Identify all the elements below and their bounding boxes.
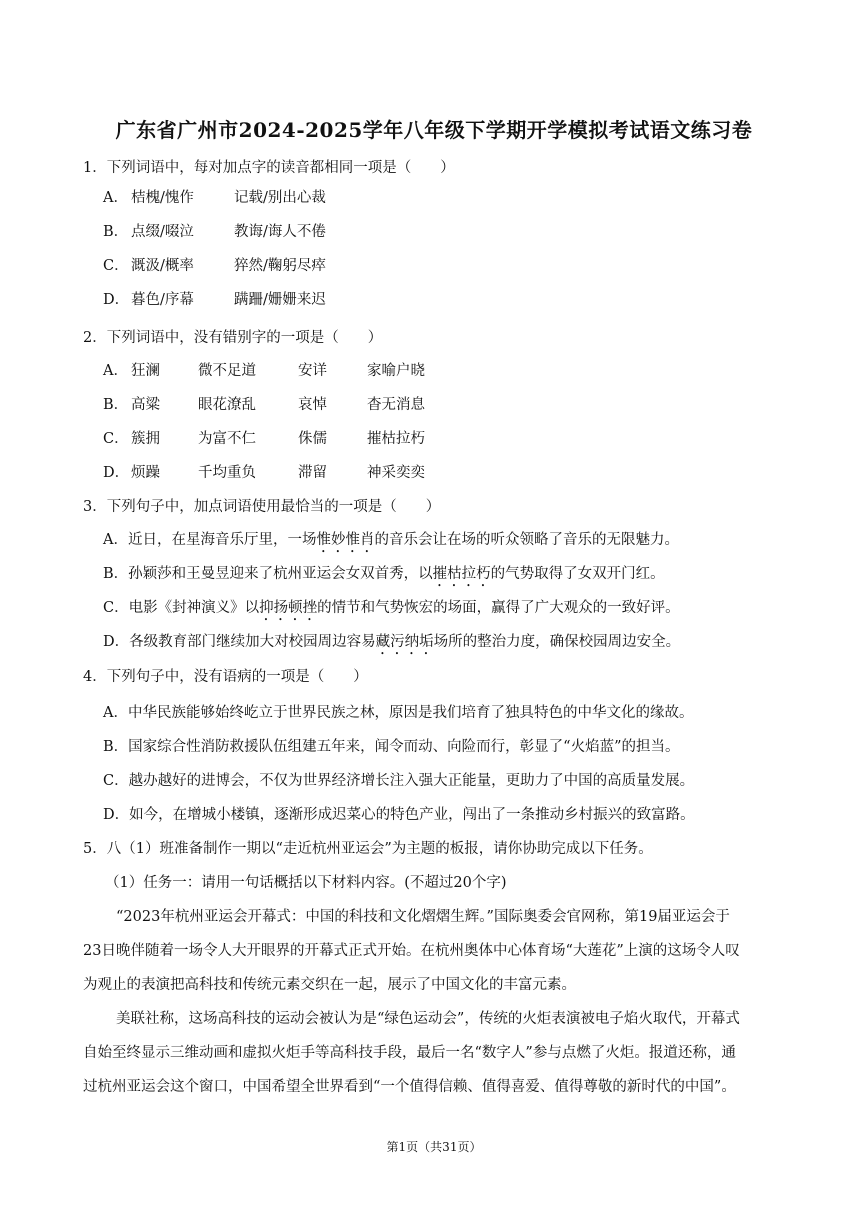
option-text: 越办越好的进博会，不仅为世界经济增长注入强大正能量，更助力了中国的高质量发展。 [128,773,695,789]
option-word: 安详 [298,363,327,379]
sentence-post: 的气势取得了女双开门红。 [490,566,665,582]
sentence-post: 场所的整治力度，确保校园周边安全。 [433,634,681,650]
option-label: A． [103,190,128,206]
q1-option-a [103,188,326,208]
option-label: B． [103,739,129,755]
option-label: C． [103,600,129,616]
q2-option-d [103,463,425,483]
q4-option-d [103,805,695,825]
q3-option-b [103,564,665,590]
sentence-pre: 孙颖莎和王曼昱迎来了杭州亚运会女双首秀，以 [128,566,433,582]
sentence-pre: 近日，在星海音乐厅里，一场 [127,532,317,548]
q1-option-b [103,222,326,242]
q4-option-b [103,737,679,757]
material-paragraph-2-line-3: 过杭州亚运会这个窗口，中国希望全世界看到“一个值得信赖、值得喜爱、值得尊敬的新时代的中国”。 [83,1079,736,1095]
material-paragraph-2-line-2: 自始至终显示三维动画和虚拟火炬手等高科技手段，最后一名“数字人”参与点燃了火炬。报道还称，通 [83,1045,736,1061]
option-word: 烦躁 [131,465,160,481]
question-5-stem: 5．八（1）班准备制作一期以“走近杭州亚运会”为主题的板报，请你协助完成以下任务。 [83,841,653,857]
question-4-stem: 4．下列句子中，没有语病的一项是（ ） [83,669,368,685]
q1-option-c [103,256,326,276]
option-label: D． [103,465,130,481]
question-1-stem: 1．下列词语中，每对加点字的读音都相同一项是（ ） [83,160,455,176]
option-word: 摧枯拉朽 [367,431,425,447]
dotted-phrase: 惟妙惟肖 [316,532,375,548]
option-word: 哀悼 [298,397,327,413]
material-paragraph-2-line-1: 美联社称，这场高科技的运动会被认为是“绿色运动会”，传统的火炬表演被电子焰火取代，开幕式 [116,1011,740,1027]
option-word: 狂澜 [131,363,160,379]
option-word-a: 点缀/啜泣 [131,224,194,240]
option-word-a: 溉汲/概率 [131,258,194,274]
question-3-stem: 3．下列句子中，加点词语使用最恰当的一项是（ ） [83,499,441,515]
option-word: 为富不仁 [198,431,256,447]
option-label: D． [103,292,130,308]
sentence-pre: 各级教育部门继续加大对校园周边容易 [129,634,376,650]
q3-option-a [103,530,679,556]
q3-option-d [103,632,680,658]
q2-option-b [103,395,425,415]
option-label: D． [103,807,130,823]
dotted-phrase: 藏污纳垢 [375,634,434,650]
option-text: 如今，在增城小楼镇，逐渐形成迟菜心的特色产业，闯出了一条推动乡村振兴的致富路。 [129,807,695,823]
option-word: 簇拥 [131,431,160,447]
option-word-a: 桔槐/愧作 [131,190,194,206]
option-word: 家喻户晓 [367,363,425,379]
sentence-post: 的音乐会让在场的听众领略了音乐的无限魅力。 [374,532,679,548]
dotted-phrase: 抑扬顿挫 [259,600,318,616]
option-word-a: 暮色/序幕 [131,292,194,308]
option-word-b: 猝然/鞠躬尽瘁 [234,258,326,274]
option-word: 侏儒 [298,431,327,447]
page-number: 第1页（共31页） [386,1140,482,1154]
dotted-phrase: 摧枯拉朽 [432,566,491,582]
material-paragraph-1-line-2: 23日晚伴随着一场令人大开眼界的开幕式正式开始。在杭州奥体中心体育场“大莲花”上演的这场令人叹 [83,943,740,959]
question-2-stem: 2．下列词语中，没有错别字的一项是（ ） [83,330,383,346]
option-label: D． [103,634,130,650]
option-word: 千均重负 [198,465,256,481]
q3-option-c [103,598,680,624]
option-word: 微不足道 [198,363,256,379]
sentence-pre: 电影《封神演义》以 [128,600,260,616]
option-word-b: 教诲/诲人不倦 [234,224,326,240]
option-word: 眼花潦乱 [198,397,256,413]
option-text: 中华民族能够始终屹立于世界民族之林，原因是我们培育了独具特色的中华文化的缘故。 [127,705,694,721]
option-label: B． [103,397,129,413]
q1-option-d [103,290,326,310]
task-1-prompt: （1）任务一：请用一句话概括以下材料内容。(不超过20个字) [105,875,507,891]
option-word-b: 记载/别出心裁 [234,190,326,206]
option-word: 高粱 [131,397,160,413]
option-label: A． [103,532,128,548]
option-label: A． [103,363,128,379]
option-word: 滞留 [298,465,327,481]
option-label: A． [103,705,128,721]
q2-option-a [103,361,425,381]
option-label: C． [103,431,129,447]
option-word: 神采奕奕 [367,465,425,481]
sentence-post: 的情节和气势恢宏的场面，赢得了广大观众的一致好评。 [317,600,680,616]
q4-option-c [103,771,694,791]
option-label: B． [103,566,129,582]
material-paragraph-1-line-3: 为观止的表演把高科技和传统元素交织在一起，展示了中国文化的丰富元素。 [83,977,576,993]
material-paragraph-1-line-1: “2023年杭州亚运会开幕式：中国的科技和文化熠熠生辉。”国际奥委会官网称，第19届亚运会于 [116,909,730,925]
option-text: 国家综合性消防救援队伍组建五年来，闻令而动、向险而行，彰显了“火焰蓝”的担当。 [128,739,680,755]
option-word-b: 蹒跚/姗姗来迟 [234,292,326,308]
option-label: C． [103,773,129,789]
q2-option-c [103,429,425,449]
page-title: 广东省广州市2024-2025学年八年级下学期开学模拟考试语文练习卷 [115,118,753,142]
option-word: 杳无消息 [367,397,425,413]
q4-option-a [103,703,693,723]
option-label: C． [103,258,129,274]
option-label: B． [103,224,129,240]
